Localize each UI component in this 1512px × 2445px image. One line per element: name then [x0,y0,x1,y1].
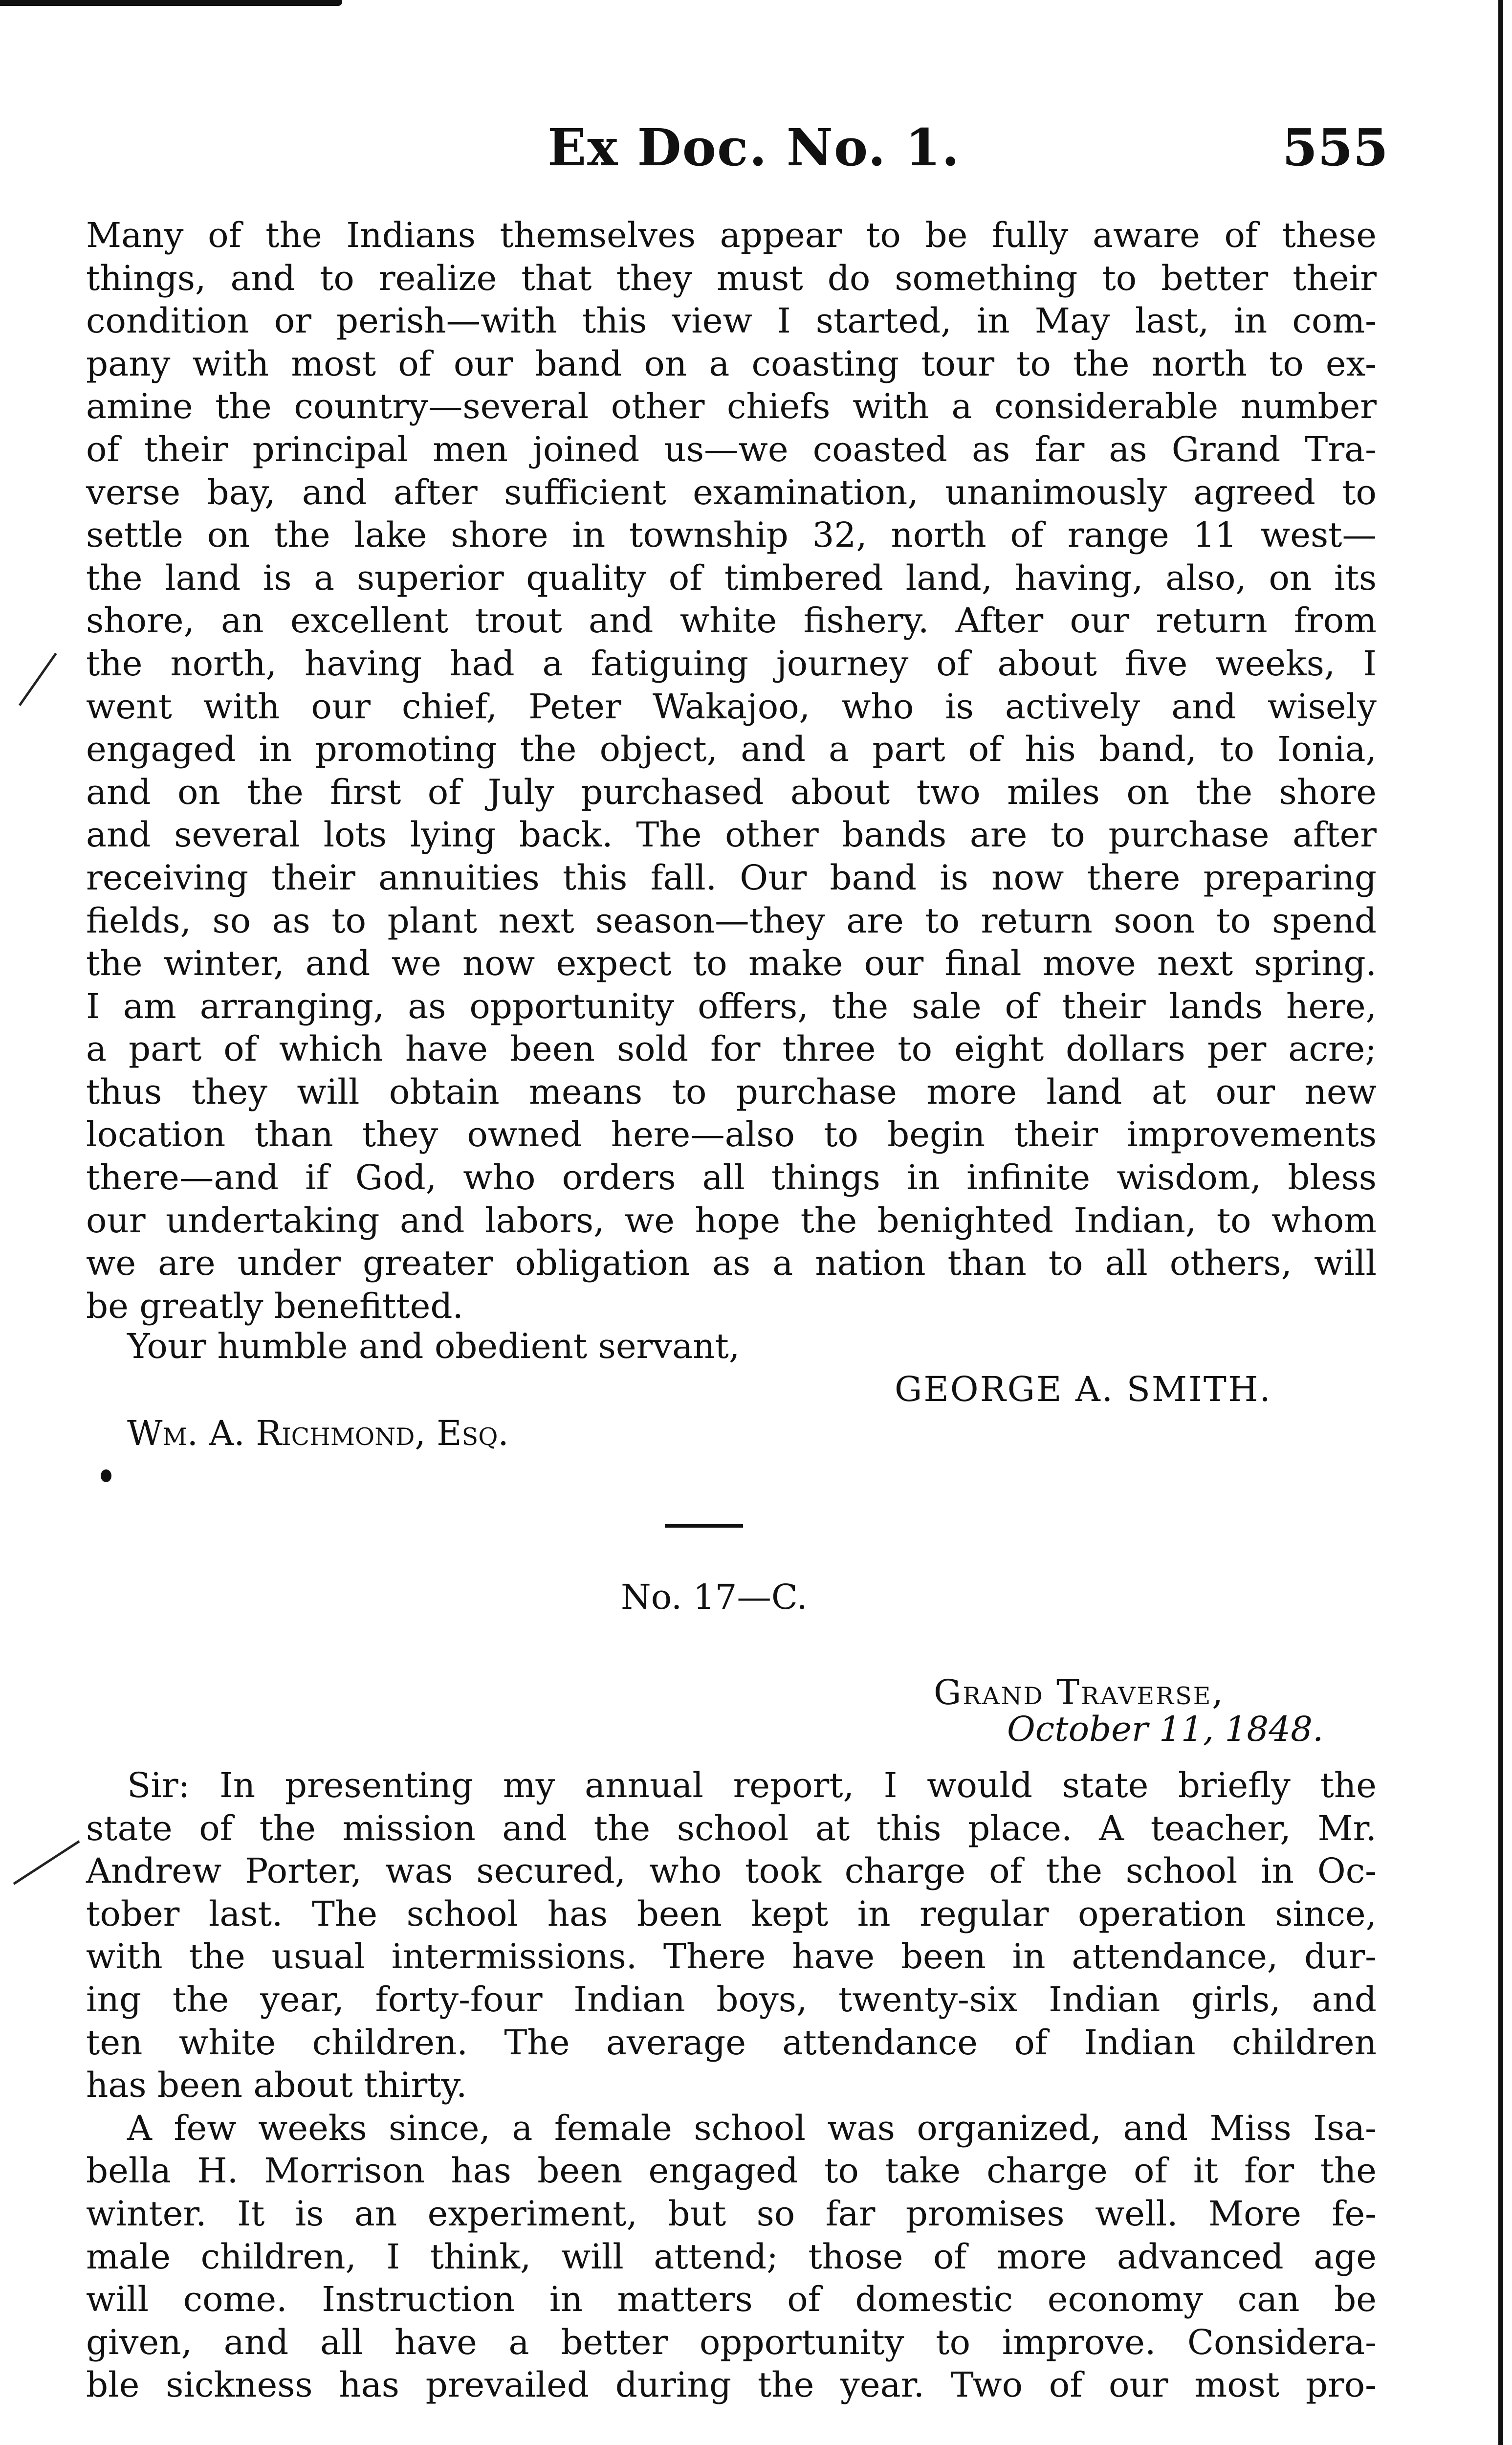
text-line: things, and to realize that they must do something to better their [86,258,1377,298]
dateline-date: October 11, 1848. [1007,1709,1324,1749]
text-line: Andrew Porter, was secured, who took charge of the school in Oc- [86,1851,1377,1891]
text-line: Many of the Indians themselves appear to be fully aware of these [86,215,1377,255]
text-line: tober last. The school has been kept in regular operation since, [86,1893,1377,1934]
text-line: male children, I think, will attend; those of more advanced age [86,2236,1377,2277]
text-line: has been about thirty. [86,2065,467,2106]
text-line: went with our chief, Peter Wakajoo, who is actively and wisely [86,686,1377,727]
margin-pencil-mark [19,653,57,706]
text-line: shore, an excellent trout and white fishery. After our return from [86,600,1377,641]
page-number: 555 [1282,117,1388,178]
text-line: settle on the lake shore in township 32, north of range 11 west— [86,515,1377,556]
text-line: be greatly benefitted. [86,1286,463,1326]
text-line: I am arranging, as opportunity offers, the sale of their lands here, [86,986,1377,1026]
text-line: state of the mission and the school at this place. A teacher, Mr. [86,1808,1377,1848]
margin-pencil-mark [13,1840,80,1885]
complimentary-close: Your humble and obedient servant, [127,1326,740,1366]
text-line: our undertaking and labors, we hope the benighted Indian, to whom [86,1200,1377,1241]
text-line: pany with most of our band on a coasting tour to the north to ex- [86,343,1377,384]
signature: GEORGE A. SMITH. [895,1369,1272,1409]
text-line: engaged in promoting the object, and a part of his band, to Ionia, [86,729,1377,770]
text-line: Sir: In presenting my annual report, I would state briefly the [127,1765,1377,1805]
text-line: the winter, and we now expect to make our final move next spring. [86,943,1377,984]
text-line: there—and if God, who orders all things in infinite wisdom, bless [86,1157,1377,1198]
text-line: ing the year, forty-four Indian boys, twenty-six Indian girls, and [86,1979,1377,2020]
document-number: No. 17—C. [621,1577,808,1617]
text-line: receiving their annuities this fall. Our band is now there preparing [86,857,1377,898]
text-line: will come. Instruction in matters of domestic economy can be [86,2279,1377,2320]
text-line: and several lots lying back. The other bands are to purchase after [86,815,1377,855]
section-divider [665,1524,743,1528]
text-line: a part of which have been sold for three to eight dollars per acre; [86,1029,1377,1069]
document-title: Ex Doc. No. 1. [548,117,961,178]
page-right-edge [1498,0,1503,2445]
dateline-place: Grand Traverse, [934,1672,1225,1712]
text-line: condition or perish—with this view I started, in May last, in com- [86,301,1377,341]
text-line: winter. It is an experiment, but so far promises well. More fe- [86,2193,1377,2234]
report-body [86,1764,1377,2407]
page-top-edge [0,0,342,6]
text-line: thus they will obtain means to purchase more land at our new [86,1071,1377,1112]
text-line: bella H. Morrison has been engaged to take charge of it for the [86,2151,1377,2191]
text-line: of their principal men joined us—we coasted as far as Grand Tra- [86,429,1377,469]
page-header [548,117,1388,186]
text-line: ble sickness has prevailed during the year. Two of our most pro- [86,2365,1377,2405]
text-line: the land is a superior quality of timbered land, having, also, on its [86,557,1377,598]
text-line: fields, so as to plant next season—they are to return soon to spend [86,900,1377,941]
text-line: A few weeks since, a female school was organized, and Miss Isa- [127,2108,1377,2148]
text-line: and on the first of July purchased about two miles on the shore [86,772,1377,812]
addressee: Wm. A. Richmond, Esq. [127,1413,509,1453]
text-line: with the usual intermissions. There have been in attendance, dur- [86,1936,1377,1977]
text-line: verse bay, and after sufficient examination, unanimously agreed to [86,472,1377,512]
letter-body [86,214,1377,1328]
text-line: we are under greater obligation as a nation than to all others, will [86,1243,1377,1284]
text-line: ten white children. The average attendance of Indian children [86,2022,1377,2063]
text-line: given, and all have a better opportunity to improve. Considera- [86,2322,1377,2362]
ink-blot [101,1469,111,1482]
text-line: the north, having had a fatiguing journey of about five weeks, I [86,643,1377,684]
text-line: location than they owned here—also to begin their improvements [86,1114,1377,1155]
text-line: amine the country—several other chiefs with a considerable number [86,386,1377,427]
